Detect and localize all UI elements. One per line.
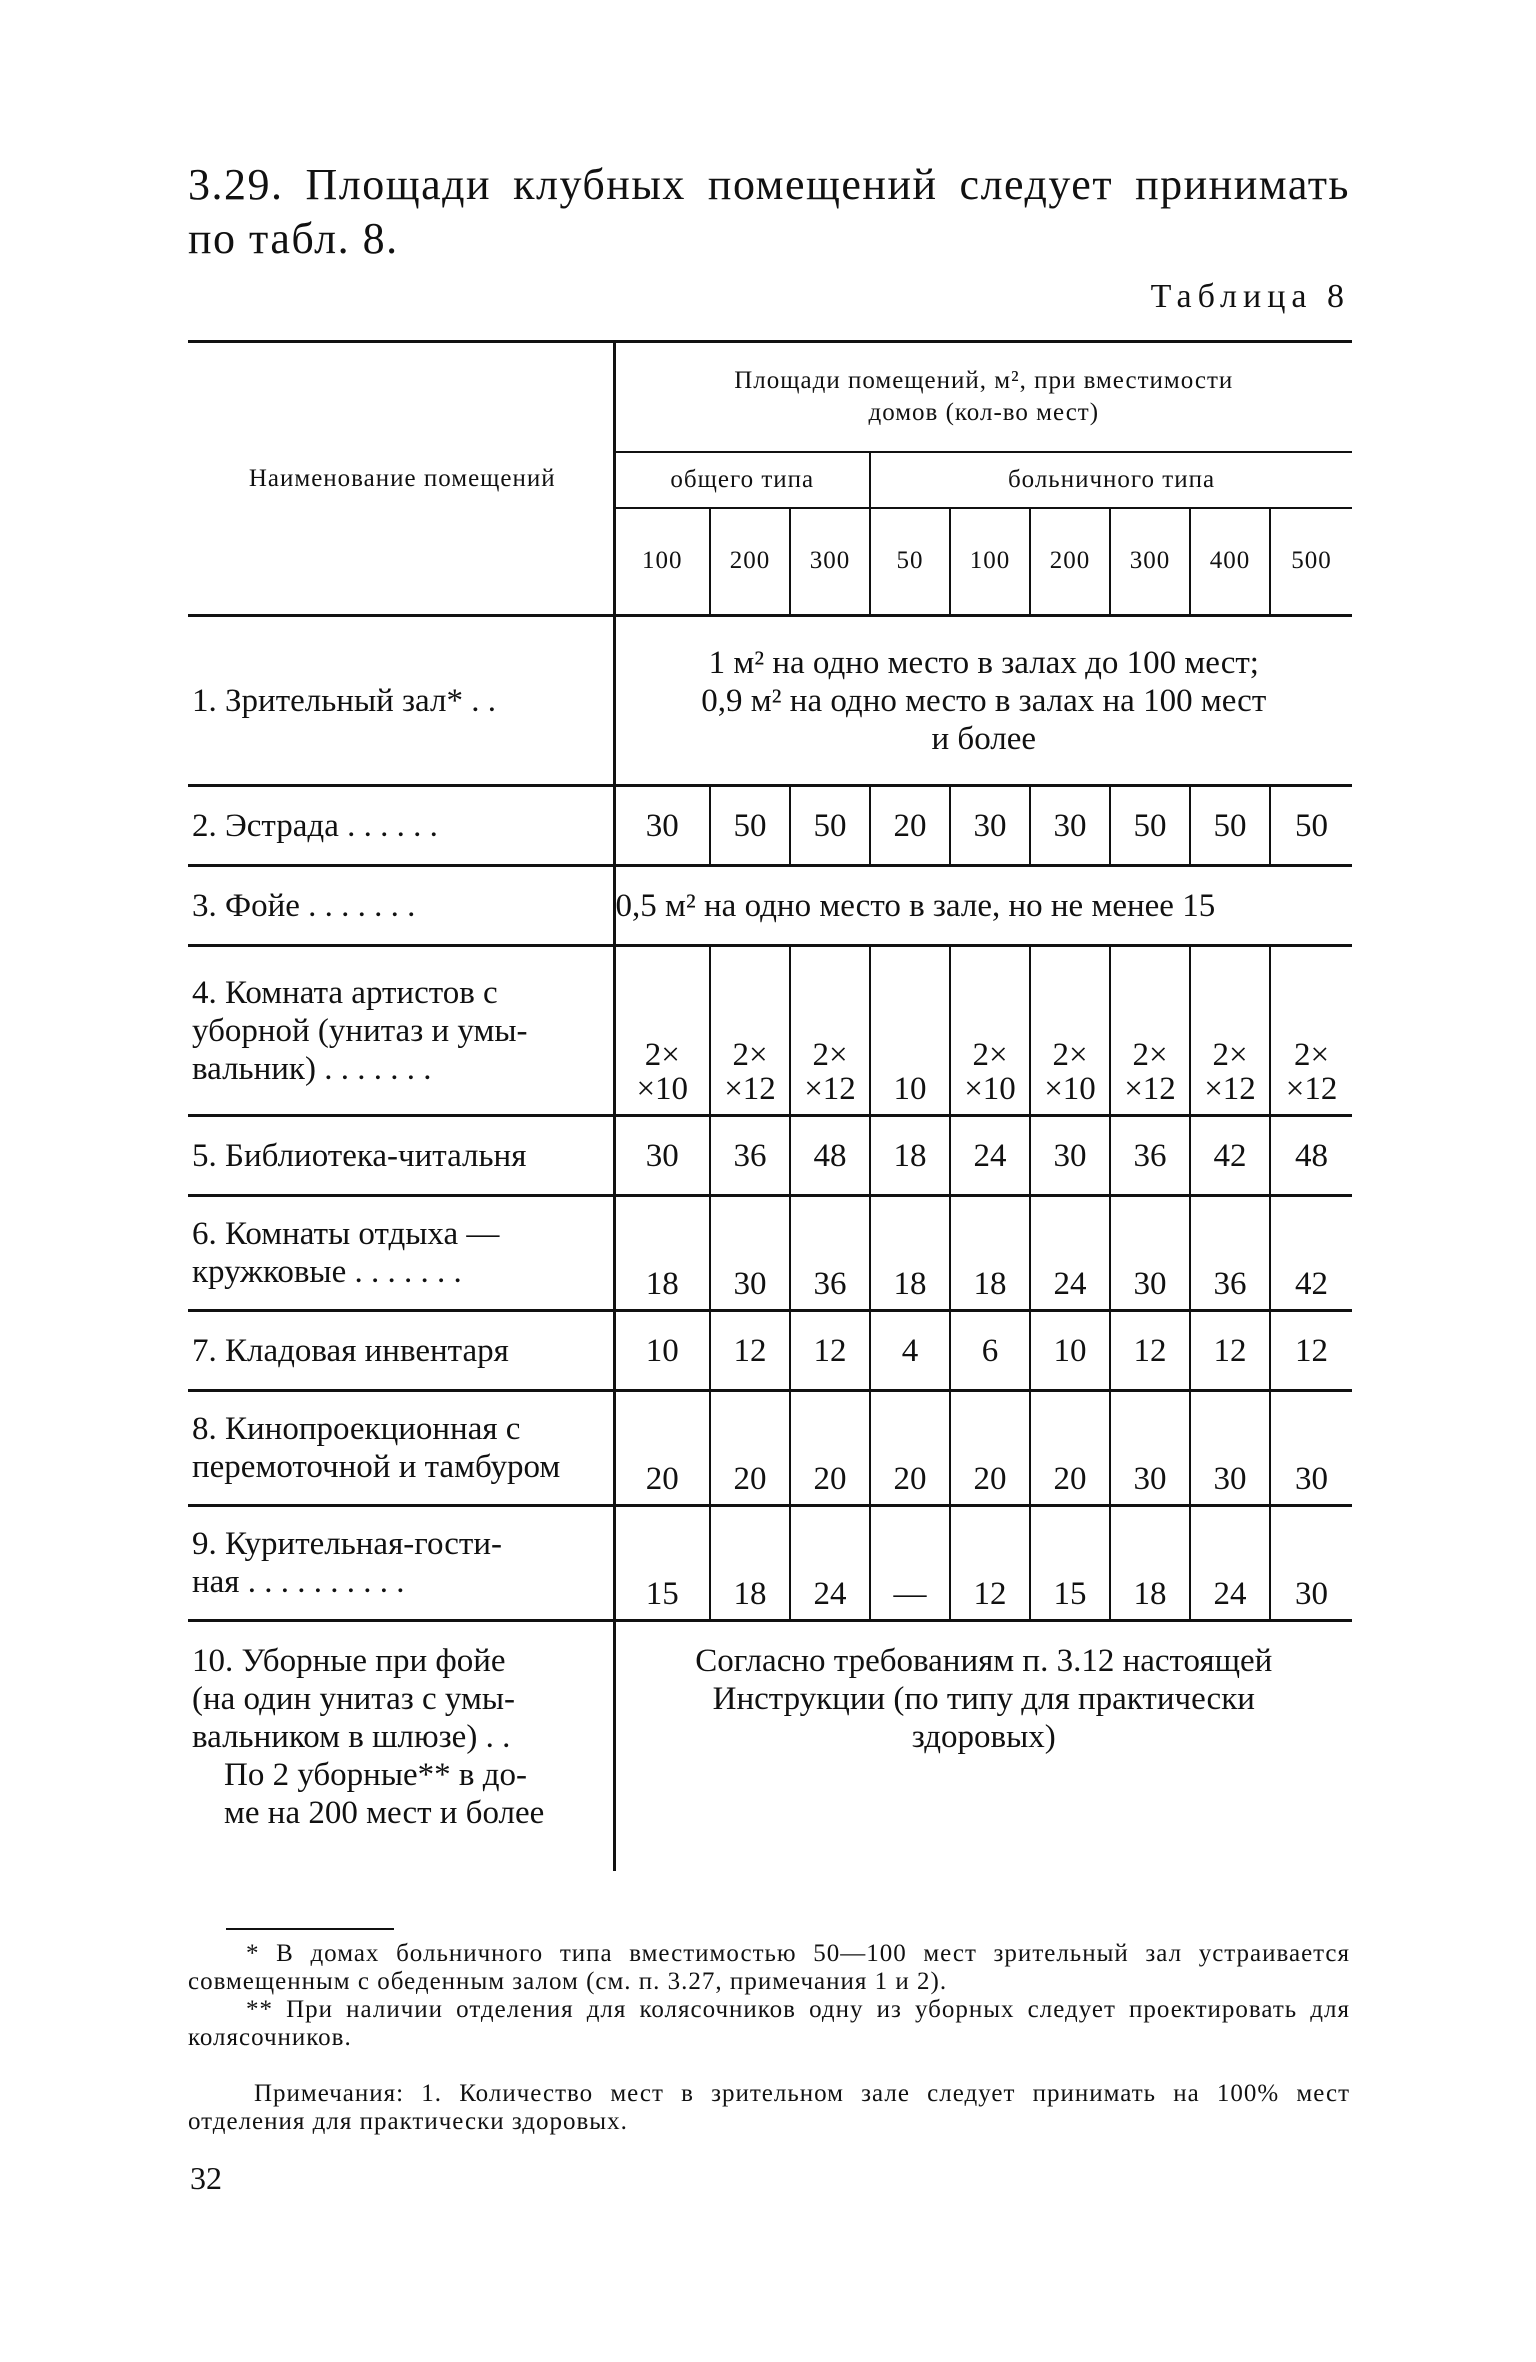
value-cell: 36 [710,1116,790,1196]
row-name-line: 10. Уборные при фойе [192,1643,506,1679]
value-cell: 36 [1110,1116,1190,1196]
value-cell: 10 [614,1311,710,1391]
row-name [188,786,614,866]
span-line: Согласно требованиям п. 3.12 настоящей [695,1643,1273,1679]
value-cell: 30 [950,786,1030,866]
value-cell: 42 [1190,1116,1270,1196]
header-capacity: 50 [870,508,950,616]
row-name [188,1116,614,1196]
header-area-title-2: домов (кол-во мест) [868,398,1100,426]
value-cell: 30 [1030,786,1110,866]
intro-paragraph: 3.29. Площади клубных помещений следует принимать по табл. 8. [188,160,1350,263]
table-row [188,1311,1352,1391]
value-cell: 20 [870,1391,950,1506]
header-area-title-1: Площади помещений, м², при вместимости [734,366,1234,394]
footnote-1: * В домах больничного типа вместимостью 50—100 мест зрительный зал устраивается совмещенным с обеденным залом (см. п. 3.27, примечания 1 и 2). [188,1940,1350,1995]
row-name-line: (на один унитаз с умы- [192,1681,516,1717]
value-cell: 30 [1270,1391,1352,1506]
header-area-title [614,342,1352,452]
header-capacity: 300 [790,508,870,616]
table-row [188,1621,1352,1871]
row-name-line: 6. Комнаты отдыха — [192,1216,500,1252]
span-cell [614,1621,1352,1871]
value-cell: 24 [1030,1196,1110,1311]
value-cell: 50 [710,786,790,866]
value-cell: 48 [1270,1116,1352,1196]
row-name-line: ме на 200 мест и более [224,1795,545,1831]
table-row [188,866,1352,946]
span-line: Инструкции (по типу для практически [712,1681,1255,1717]
row-name-line: уборной (унитаз и умы- [192,1012,528,1049]
value-cell: 18 [710,1506,790,1621]
value-cell: 10 [870,946,950,1116]
value-cell: 18 [614,1196,710,1311]
value-cell: 2× ×10 [950,946,1030,1116]
value-cell: 50 [790,786,870,866]
row-name [188,1196,614,1311]
row-name [188,1391,614,1506]
value-cell: 30 [1270,1506,1352,1621]
value-cell: 2× ×12 [1190,946,1270,1116]
value-cell: 50 [1190,786,1270,866]
value-cell: 4 [870,1311,950,1391]
header-group-hospital: больничного типа [870,452,1352,508]
value-cell: 50 [1110,786,1190,866]
value-cell: 15 [1030,1506,1110,1621]
header-group-general: общего типа [614,452,870,508]
value-cell: 30 [710,1196,790,1311]
value-cell: 6 [950,1311,1030,1391]
value-cell: 24 [950,1116,1030,1196]
value-cell: 24 [790,1506,870,1621]
value-cell: 20 [710,1391,790,1506]
row-name [188,866,614,946]
row-name [188,1311,614,1391]
value-cell: 2× ×12 [710,946,790,1116]
table-row [188,1116,1352,1196]
table-row [188,1196,1352,1311]
row-name-line: 9. Курительная-гости- [192,1526,503,1562]
value-cell: 15 [614,1506,710,1621]
table-row [188,1506,1352,1621]
value-cell: 2× ×12 [1270,946,1352,1116]
span-line: 1 м² на одно место в залах до 100 мест; [708,644,1259,681]
row-name-line: кружковые . . . . . . . [192,1254,462,1290]
value-cell: 2× ×12 [1110,946,1190,1116]
value-cell: 2× ×12 [790,946,870,1116]
value-cell: 30 [1110,1391,1190,1506]
value-cell: 12 [1190,1311,1270,1391]
value-cell: 30 [1110,1196,1190,1311]
value-cell: 24 [1190,1506,1270,1621]
value-cell: 18 [950,1196,1030,1311]
value-cell: 30 [614,786,710,866]
value-cell: 30 [614,1116,710,1196]
value-cell: 20 [790,1391,870,1506]
value-cell: 36 [1190,1196,1270,1311]
span-line: здоровых) [911,1719,1056,1755]
value-cell: 2× ×10 [1030,946,1110,1116]
row-name-line: вальником в шлюзе) . . [192,1719,511,1755]
value-cell: 20 [870,786,950,866]
header-capacity: 500 [1270,508,1352,616]
value-cell: 20 [614,1391,710,1506]
row-name-line: перемоточной и тамбуром [192,1449,561,1485]
header-capacity: 300 [1110,508,1190,616]
table-row [188,1391,1352,1506]
value-cell: 12 [1270,1311,1352,1391]
span-cell [614,616,1352,786]
row-name-line: 4. Комната артистов с [192,974,498,1011]
value-cell: 36 [790,1196,870,1311]
value-cell: 12 [950,1506,1030,1621]
value-cell: 30 [1030,1116,1110,1196]
row-name-line: вальник) . . . . . . . [192,1050,432,1087]
value-cell: 42 [1270,1196,1352,1311]
table-8 [188,340,1352,1871]
value-cell: 12 [1110,1311,1190,1391]
table-body [188,616,1352,1871]
table-row [188,946,1352,1116]
span-line: и более [931,720,1037,757]
row-name [188,1506,614,1621]
span-line: 0,5 м² на одно место в зале, но не менее 15 [615,887,1216,924]
row-name-line: 7. Кладовая инвентаря [192,1332,509,1369]
header-capacity: 400 [1190,508,1270,616]
value-cell: 18 [1110,1506,1190,1621]
span-cell [614,866,1352,946]
table-row [188,616,1352,786]
span-line: 0,9 м² на одно место в залах на 100 мест [701,682,1267,719]
value-cell: — [870,1506,950,1621]
header-capacity: 200 [710,508,790,616]
value-cell: 2× ×10 [614,946,710,1116]
header-capacity: 100 [950,508,1030,616]
row-name-line: 8. Кинопроекционная с [192,1411,521,1447]
footnote-rule [226,1928,394,1930]
header-name-col: Наименование помещений [188,342,614,616]
header-capacity: 100 [642,547,683,575]
row-name-line: ная . . . . . . . . . . [192,1564,405,1600]
value-cell: 10 [1030,1311,1110,1391]
row-name [188,616,614,786]
value-cell: 12 [790,1311,870,1391]
row-name-line: 2. Эстрада . . . . . . [192,807,438,844]
table-row [188,786,1352,866]
header-capacity: 200 [1030,508,1110,616]
value-cell: 30 [1190,1391,1270,1506]
row-name-line: 1. Зрительный зал* . . [192,682,496,719]
value-cell: 20 [1030,1391,1110,1506]
value-cell: 12 [710,1311,790,1391]
note: Примечания: 1. Количество мест в зрительном зале следует принимать на 100% мест отделения для практически здоровых. [188,2080,1350,2135]
value-cell: 18 [870,1116,950,1196]
footnote-2: ** При наличии отделения для колясочников одну из уборных следует проектировать для колясочников. [188,1996,1350,2051]
value-cell: 50 [1270,786,1352,866]
row-name [188,1621,614,1871]
value-cell: 20 [950,1391,1030,1506]
value-cell: 18 [870,1196,950,1311]
value-cell: 48 [790,1116,870,1196]
row-name-line: По 2 уборные** в до- [224,1757,528,1793]
row-name-line: 5. Библиотека-читальня [192,1137,527,1174]
table-caption: Таблица 8 [1150,278,1350,315]
page-number: 32 [190,2160,222,2196]
row-name [188,946,614,1116]
row-name-line: 3. Фойе . . . . . . . [192,887,416,924]
